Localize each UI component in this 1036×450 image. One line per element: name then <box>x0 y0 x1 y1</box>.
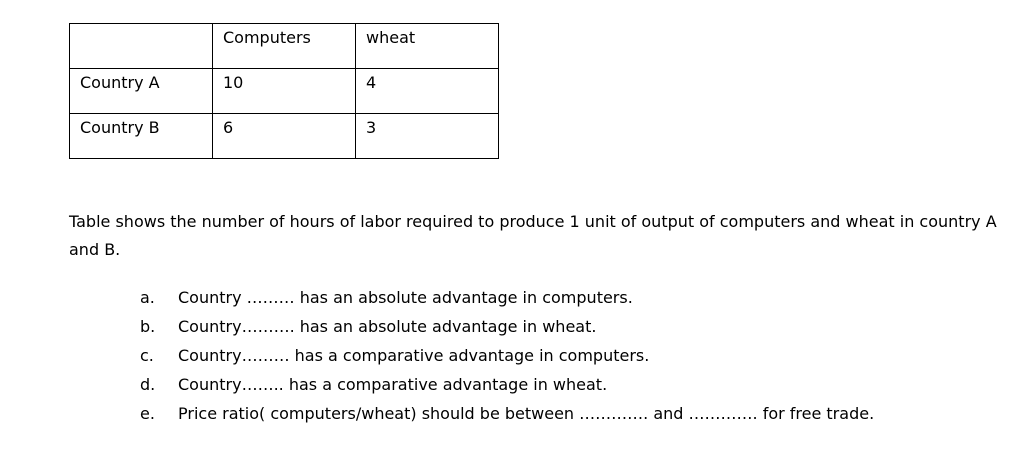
question-text: Country……… has a comparative advantage in computers. <box>178 346 650 365</box>
table-cell-country <box>70 69 213 114</box>
question-text: Price ratio( computers/wheat) should be between …………. and …………. for free trade. <box>178 404 875 423</box>
table-cell-country <box>70 114 213 159</box>
question-text: Country…….. has a comparative advantage in wheat. <box>178 375 608 394</box>
question-item <box>140 283 874 312</box>
table-header-cell-wheat <box>356 24 499 69</box>
question-marker: d. <box>140 375 156 394</box>
cell-text: 3 <box>366 118 377 137</box>
table-cell-wheat <box>356 69 499 114</box>
labor-hours-table <box>69 23 499 159</box>
cell-text: 4 <box>366 73 377 92</box>
header-label <box>80 24 212 30</box>
question-item <box>140 312 874 341</box>
table-row <box>70 69 499 114</box>
cell-text: Country A <box>80 73 160 92</box>
table-cell-computers <box>213 69 356 114</box>
cell-text: Country B <box>80 118 160 137</box>
question-item <box>140 341 874 370</box>
table-cell-computers <box>213 114 356 159</box>
question-marker: a. <box>140 288 155 307</box>
table-header-row <box>70 24 499 69</box>
question-item <box>140 399 874 428</box>
cell-text: 6 <box>223 118 234 137</box>
question-list <box>140 283 874 428</box>
table-row <box>70 114 499 159</box>
table-cell-wheat <box>356 114 499 159</box>
question-item <box>140 370 874 399</box>
question-text: Country ……… has an absolute advantage in computers. <box>178 288 633 307</box>
question-marker: e. <box>140 404 155 423</box>
header-label: wheat <box>366 28 416 47</box>
question-marker: c. <box>140 346 154 365</box>
header-label: Computers <box>223 28 311 47</box>
table-header-cell-empty <box>70 24 213 69</box>
table-header-cell-computers <box>213 24 356 69</box>
cell-text: 10 <box>223 73 244 92</box>
table-description: Table shows the number of hours of labor required to produce 1 unit of output of computers and wheat in country A and B. <box>69 212 997 259</box>
question-text: Country………. has an absolute advantage in wheat. <box>178 317 597 336</box>
question-marker: b. <box>140 317 156 336</box>
